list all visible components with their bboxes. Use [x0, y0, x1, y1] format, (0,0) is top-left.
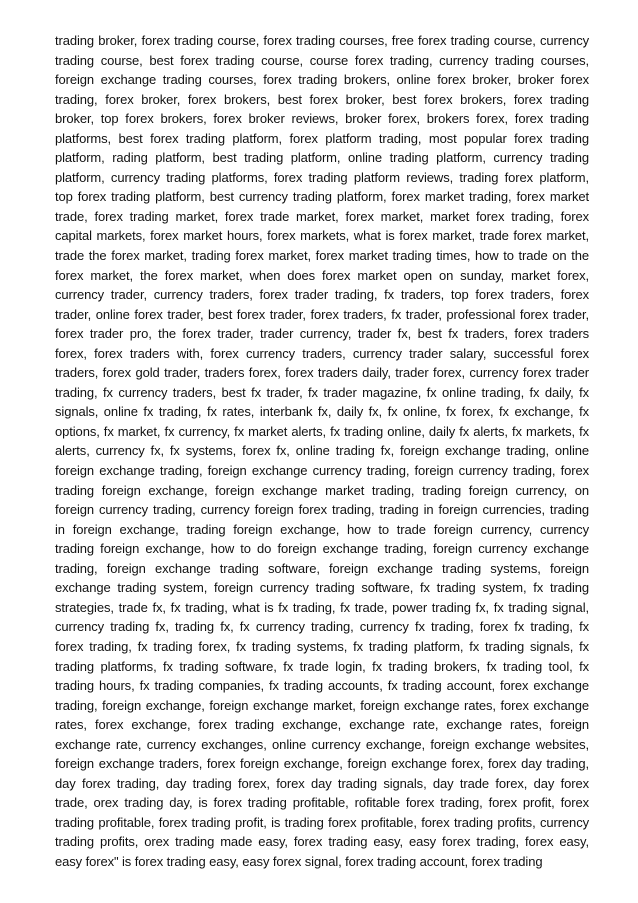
- text-line: forex trader pro, the forex trader, trader currency, trader fx, best fx traders, forex traders: [55, 326, 589, 342]
- text-line: forex, forex traders with, forex currency traders, currency trader salary, successful forex: [55, 345, 589, 361]
- text-line: forex trading, fx trading forex, fx trading systems, fx trading platform, fx trading signals, fx: [55, 638, 589, 654]
- text-line: broker, top forex brokers, forex broker reviews, broker forex, brokers forex, forex trading: [55, 111, 589, 127]
- text-line: trading hours, fx trading companies, fx trading accounts, fx trading account, forex exchange: [55, 678, 589, 694]
- text-line: trading, fx currency traders, best fx trader, fx trader magazine, fx online trading, fx daily, fx: [55, 384, 589, 400]
- text-line: foreign currency trading, currency foreign forex trading, trading in foreign currencies, trading: [55, 502, 589, 518]
- document-body-text: [55, 31, 589, 872]
- text-line: foreign exchange trading courses, forex trading brokers, online forex broker, broker forex: [55, 72, 589, 88]
- text-line: trader, online forex trader, best forex trader, forex traders, fx trader, professional forex trader,: [55, 306, 589, 322]
- text-line: trading broker, forex trading course, forex trading courses, free forex trading course, currency: [55, 33, 589, 48]
- text-line: traders, forex gold trader, traders forex, forex traders daily, trader forex, currency forex trader: [55, 365, 589, 381]
- text-line: trading, foreign exchange, foreign exchange market, foreign exchange rates, forex exchange: [55, 697, 589, 713]
- text-line: exchange rate, currency exchanges, online currency exchange, foreign exchange websites,: [55, 736, 589, 752]
- text-line: trading profits, orex trading made easy, forex trading easy, easy forex trading, forex easy,: [55, 834, 589, 850]
- text-line: strategies, trade fx, fx trading, what is fx trading, fx trade, power trading fx, fx trading signal,: [55, 599, 589, 615]
- text-line: top forex trading platform, best currency trading platform, forex market trading, forex market: [55, 189, 589, 205]
- text-line: exchange trading system, foreign currency trading software, fx trading system, fx trading: [55, 580, 589, 596]
- text-line: in foreign exchange, trading foreign exchange, how to trade foreign currency, currency: [55, 521, 589, 537]
- text-line: foreign exchange trading, foreign exchange currency trading, foreign currency trading, forex: [55, 463, 589, 479]
- text-line: trade, orex trading day, is forex trading profitable, rofitable forex trading, forex profit, forex: [55, 795, 589, 811]
- text-line: capital markets, forex market hours, forex markets, what is forex market, trade forex market,: [55, 228, 589, 244]
- text-line: trading course, best forex trading course, course forex trading, currency trading courses,: [55, 52, 589, 68]
- text-line: platform, rading platform, best trading platform, online trading platform, currency trading: [55, 150, 589, 166]
- text-line: trading profitable, forex trading profit, is trading forex profitable, forex trading profits, currency: [55, 814, 589, 830]
- text-line: currency trading fx, trading fx, fx currency trading, currency fx trading, forex fx trading, fx: [55, 619, 589, 635]
- text-line: alerts, currency fx, fx systems, forex fx, online trading fx, foreign exchange trading, online: [55, 443, 589, 459]
- text-line: rates, forex exchange, forex trading exchange, exchange rate, exchange rates, foreign: [55, 717, 589, 733]
- text-line: options, fx market, fx currency, fx market alerts, fx trading online, daily fx alerts, fx markets, fx: [55, 423, 589, 439]
- text-line: trading, forex broker, forex brokers, best forex broker, best forex brokers, forex trading: [55, 91, 589, 107]
- text-line: trading foreign exchange, how to do foreign exchange trading, foreign currency exchange: [55, 541, 589, 557]
- text-line: foreign exchange traders, forex foreign exchange, foreign exchange forex, forex day trading,: [55, 756, 589, 772]
- text-line: trading platforms, fx trading software, fx trade login, fx trading brokers, fx trading tool, fx: [55, 658, 589, 674]
- text-line: easy forex" is forex trading easy, easy forex signal, forex trading account, forex trading: [55, 853, 543, 869]
- text-line: trade the forex market, trading forex market, forex market trading times, how to trade on the: [55, 248, 589, 264]
- text-line: currency trader, currency traders, forex trader trading, fx traders, top forex traders, forex: [55, 287, 589, 303]
- text-line: signals, online fx trading, fx rates, interbank fx, daily fx, fx online, fx forex, fx exchange, fx: [55, 404, 589, 420]
- text-line: day forex trading, day trading forex, forex day trading signals, day trade forex, day forex: [55, 775, 589, 791]
- text-line: trading foreign exchange, foreign exchange market trading, trading foreign currency, on: [55, 482, 589, 498]
- text-line: trading, foreign exchange trading software, foreign exchange trading systems, foreign: [55, 560, 589, 576]
- text-line: trade, forex trading market, forex trade market, forex market, market forex trading, forex: [55, 208, 589, 224]
- text-line: platform, currency trading platforms, forex trading platform reviews, trading forex platform,: [55, 169, 589, 185]
- text-line: forex market, the forex market, when does forex market open on sunday, market forex,: [55, 267, 589, 283]
- text-line: platforms, best forex trading platform, forex platform trading, most popular forex trading: [55, 130, 589, 146]
